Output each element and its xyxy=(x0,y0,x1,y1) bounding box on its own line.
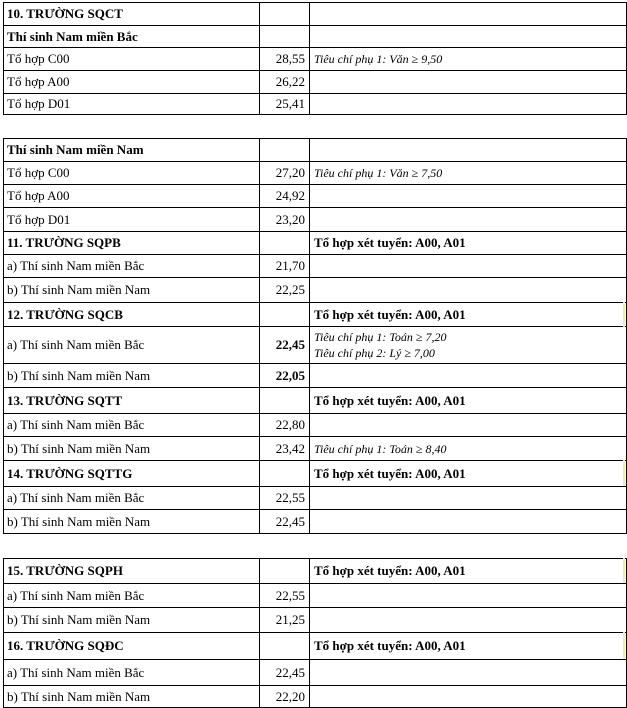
cell-label: Tổ hợp C00 xyxy=(4,48,260,70)
cell-score: 21,70 xyxy=(260,255,310,277)
note-line: Tổ hợp xét tuyển: A00, A01 xyxy=(314,306,466,322)
cell-note xyxy=(310,185,626,207)
table-row xyxy=(3,93,627,115)
table-row xyxy=(3,460,627,486)
cell-score: 22,55 xyxy=(260,584,310,607)
cell-note xyxy=(310,278,626,302)
cell-label: b) Thí sinh Nam miền Nam xyxy=(4,608,260,632)
table-row xyxy=(3,632,627,659)
table-row xyxy=(3,326,627,363)
cell-score xyxy=(260,3,310,25)
page-edge-mark xyxy=(623,632,625,659)
cell-label: Tổ hợp A00 xyxy=(4,71,260,93)
cell-note xyxy=(310,364,626,387)
cell-score: 25,41 xyxy=(260,94,310,114)
cell-label: 12. TRƯỜNG SQCB xyxy=(4,303,260,326)
table-row xyxy=(3,509,627,534)
cell-note xyxy=(310,388,626,413)
table-row xyxy=(3,413,627,436)
cell-label: Tổ hợp C00 xyxy=(4,162,260,184)
table-row xyxy=(3,659,627,685)
cell-label: 16. TRƯỜNG SQĐC xyxy=(4,633,260,659)
cell-score: 22,45 xyxy=(260,327,310,363)
table-row xyxy=(3,387,627,413)
table-row xyxy=(3,2,627,25)
note-line: Tổ hợp xét tuyển: A00, A01 xyxy=(314,465,466,481)
table-row xyxy=(3,138,627,161)
cell-label: a) Thí sinh Nam miền Bắc xyxy=(4,255,260,277)
page-edge-mark xyxy=(623,302,625,328)
cell-score: 21,25 xyxy=(260,608,310,632)
cell-note xyxy=(310,487,626,509)
cell-label: b) Thí sinh Nam miền Nam xyxy=(4,278,260,302)
table-row xyxy=(3,583,627,607)
cell-score xyxy=(260,303,310,326)
cell-score: 22,05 xyxy=(260,364,310,387)
note-line: Tổ hợp xét tuyển: A00, A01 xyxy=(314,563,466,578)
cell-score: 22,20 xyxy=(260,686,310,707)
cell-note xyxy=(310,510,626,533)
cell-note xyxy=(310,686,626,707)
cell-note xyxy=(310,327,626,363)
cell-note xyxy=(310,162,626,184)
cell-score: 22,45 xyxy=(260,660,310,685)
cell-note xyxy=(310,633,626,659)
cell-label: Thí sinh Nam miền Nam xyxy=(4,139,260,161)
table-row xyxy=(3,47,627,70)
cell-label: Tổ hợp A00 xyxy=(4,185,260,207)
cell-label: b) Thí sinh Nam miền Nam xyxy=(4,510,260,533)
cell-label: 14. TRƯỜNG SQTTG xyxy=(4,461,260,486)
cell-note xyxy=(310,255,626,277)
cell-label: b) Thí sinh Nam miền Nam xyxy=(4,437,260,460)
page-edge-mark xyxy=(623,558,625,583)
note-line: Tổ hợp xét tuyển: A00, A01 xyxy=(314,638,466,653)
cell-note xyxy=(310,48,626,70)
cell-score xyxy=(260,26,310,47)
note-line: Tiêu chí phụ 2: Lý ≥ 7,00 xyxy=(314,346,435,360)
table-row xyxy=(3,607,627,632)
cell-note xyxy=(310,3,626,25)
cell-note xyxy=(310,437,626,460)
table-row xyxy=(3,25,627,47)
cell-note xyxy=(310,26,626,47)
table-row xyxy=(3,231,627,254)
note-line: Tổ hợp xét tuyển: A00, A01 xyxy=(314,392,466,408)
cell-score: 22,80 xyxy=(260,414,310,436)
table-row xyxy=(3,207,627,231)
cell-score: 27,20 xyxy=(260,162,310,184)
note-line: Tiêu chí phụ 1: Toán ≥ 8,40 xyxy=(314,441,447,456)
cell-note xyxy=(310,94,626,114)
cell-score: 22,55 xyxy=(260,487,310,509)
table-row xyxy=(3,302,627,326)
cell-note xyxy=(310,461,626,486)
table-row xyxy=(3,558,627,583)
note-line: Tiêu chí phụ 1: Toán ≥ 7,20 xyxy=(314,330,447,344)
cell-note xyxy=(310,559,626,583)
table-row xyxy=(3,685,627,708)
cell-label: 13. TRƯỜNG SQTT xyxy=(4,388,260,413)
table-row xyxy=(3,486,627,509)
table-row xyxy=(3,363,627,387)
cell-score: 22,25 xyxy=(260,278,310,302)
cell-note xyxy=(310,584,626,607)
cell-score xyxy=(260,559,310,583)
table-row xyxy=(3,184,627,207)
cell-label: 10. TRƯỜNG SQCT xyxy=(4,3,260,25)
page-edge-mark xyxy=(623,460,625,486)
cell-note xyxy=(310,208,626,231)
cell-label: b) Thí sinh Nam miền Nam xyxy=(4,686,260,707)
cell-score xyxy=(260,633,310,659)
cell-score xyxy=(260,232,310,254)
cell-score xyxy=(260,139,310,161)
cell-label: 11. TRƯỜNG SQPB xyxy=(4,232,260,254)
cell-label: Thí sinh Nam miền Bắc xyxy=(4,26,260,47)
table-row xyxy=(3,70,627,93)
cell-label: Tổ hợp D01 xyxy=(4,208,260,231)
note-line: Tiêu chí phụ 1: Văn ≥ 7,50 xyxy=(314,166,443,180)
cell-score xyxy=(260,461,310,486)
cell-score: 28,55 xyxy=(260,48,310,70)
cell-label: a) Thí sinh Nam miền Bắc xyxy=(4,584,260,607)
cell-note xyxy=(310,71,626,93)
cell-label: a) Thí sinh Nam miền Bắc xyxy=(4,327,260,363)
cell-note xyxy=(310,303,626,326)
table-row xyxy=(3,277,627,302)
cell-note xyxy=(310,414,626,436)
cell-label: a) Thí sinh Nam miền Bắc xyxy=(4,414,260,436)
cell-score: 26,22 xyxy=(260,71,310,93)
note-line: Tổ hợp xét tuyển: A00, A01 xyxy=(314,235,466,250)
cell-label: 15. TRƯỜNG SQPH xyxy=(4,559,260,583)
cell-label: a) Thí sinh Nam miền Bắc xyxy=(4,487,260,509)
cell-note xyxy=(310,232,626,254)
cell-score: 23,20 xyxy=(260,208,310,231)
cell-score: 22,45 xyxy=(260,510,310,533)
note-line: Tiêu chí phụ 1: Văn ≥ 9,50 xyxy=(314,52,443,66)
cell-note xyxy=(310,660,626,685)
table-row xyxy=(3,254,627,277)
cell-score xyxy=(260,388,310,413)
cell-score: 24,92 xyxy=(260,185,310,207)
cell-note xyxy=(310,608,626,632)
table-row xyxy=(3,436,627,460)
table-row xyxy=(3,161,627,184)
cell-label: b) Thí sinh Nam miền Nam xyxy=(4,364,260,387)
cell-label: Tổ hợp D01 xyxy=(4,94,260,114)
cell-score: 23,42 xyxy=(260,437,310,460)
cell-label: a) Thí sinh Nam miền Bắc xyxy=(4,660,260,685)
cell-note xyxy=(310,139,626,161)
